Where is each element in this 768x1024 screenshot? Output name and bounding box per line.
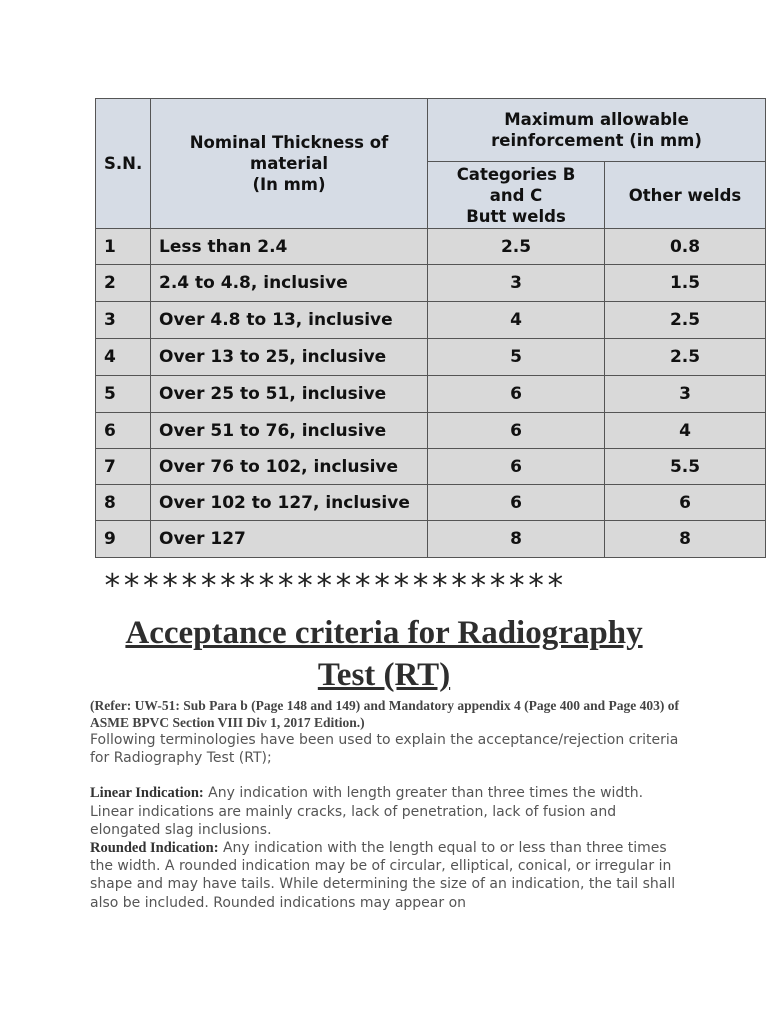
cell-other: 3 — [605, 376, 766, 413]
table-row — [96, 521, 766, 558]
page-title — [0, 612, 768, 696]
cell-sn: 1 — [96, 229, 151, 265]
cell-cat-bc: 6 — [428, 449, 605, 485]
linear-indication-paragraph — [90, 784, 690, 839]
header-cat-line2: and C — [489, 185, 543, 205]
rounded-term: Rounded Indication: — [90, 840, 219, 857]
cell-sn: 7 — [96, 449, 151, 485]
table-row — [96, 265, 766, 302]
cell-thickness: Over 25 to 51, inclusive — [151, 376, 428, 413]
cell-cat-bc: 6 — [428, 376, 605, 413]
cell-other: 4 — [605, 413, 766, 449]
header-max-line1: Maximum allowable — [504, 110, 689, 129]
cell-other: 1.5 — [605, 265, 766, 302]
cell-thickness: Over 76 to 102, inclusive — [151, 449, 428, 485]
cell-sn: 5 — [96, 376, 151, 413]
reference-note: (Refer: UW-51: Sub Para b (Page 148 and 149) and Mandatory appendix 4 (Page 400 and Page 403) of ASME BPVC Section VIII Div 1, 2017 Edition.) — [90, 698, 679, 730]
table-row — [96, 376, 766, 413]
header-sn: S.N. — [96, 99, 151, 229]
cell-sn: 3 — [96, 302, 151, 339]
title-line2: Test (RT) — [317, 657, 451, 693]
header-thickness-line1: Nominal Thickness of — [189, 133, 389, 152]
cell-thickness: Over 4.8 to 13, inclusive — [151, 302, 428, 339]
header-thickness-line3: (In mm) — [252, 175, 326, 194]
cell-other: 5.5 — [605, 449, 766, 485]
cell-sn: 9 — [96, 521, 151, 558]
rounded-indication-paragraph — [90, 839, 690, 912]
header-max-line2: reinforcement (in mm) — [491, 131, 702, 150]
cell-thickness: Over 13 to 25, inclusive — [151, 339, 428, 376]
table-row — [96, 339, 766, 376]
header-other-welds: Other welds — [605, 162, 766, 229]
table-row — [96, 302, 766, 339]
header-thickness — [151, 99, 428, 229]
reinforcement-table — [95, 98, 766, 558]
cell-thickness: 2.4 to 4.8, inclusive — [151, 265, 428, 302]
linear-term: Linear Indication: — [90, 785, 204, 802]
cell-thickness: Over 127 — [151, 521, 428, 558]
cell-other: 2.5 — [605, 339, 766, 376]
cell-sn: 2 — [96, 265, 151, 302]
cell-other: 2.5 — [605, 302, 766, 339]
cell-cat-bc: 6 — [428, 413, 605, 449]
cell-other: 8 — [605, 521, 766, 558]
rounded-text: Any indication with the length equal to or less than three times the width. A rounded indication may be of circular, elliptical, conical, or irregular in shape and may have tails. While determining the size of an indication, the tail shall also be included. Rounded indications may appear on — [90, 840, 676, 911]
body-text — [90, 697, 690, 912]
paragraph-gap — [90, 767, 690, 784]
cell-cat-bc: 6 — [428, 485, 605, 521]
header-categories — [428, 162, 605, 229]
intro-paragraph: Following terminologies have been used to explain the acceptance/rejection criteria for Radiography Test (RT); — [90, 732, 679, 767]
cell-thickness: Over 51 to 76, inclusive — [151, 413, 428, 449]
cell-cat-bc: 5 — [428, 339, 605, 376]
cell-other: 6 — [605, 485, 766, 521]
cell-cat-bc: 4 — [428, 302, 605, 339]
header-cat-line3: Butt welds — [466, 206, 566, 226]
header-thickness-line2: material — [250, 154, 328, 173]
cell-cat-bc: 8 — [428, 521, 605, 558]
cell-cat-bc: 2.5 — [428, 229, 605, 265]
title-line1: Acceptance criteria for Radiography — [125, 615, 643, 651]
header-cat-line1: Categories B — [456, 164, 576, 184]
table-body — [96, 229, 766, 558]
cell-sn: 8 — [96, 485, 151, 521]
table-row — [96, 449, 766, 485]
cell-thickness: Over 102 to 127, inclusive — [151, 485, 428, 521]
header-max-allowable — [428, 99, 766, 162]
table-row — [96, 229, 766, 265]
cell-other: 0.8 — [605, 229, 766, 265]
cell-cat-bc: 3 — [428, 265, 605, 302]
cell-sn: 6 — [96, 413, 151, 449]
linear-text: Any indication with length greater than three times the width. Linear indications are mainly cracks, lack of penetration, lack of fusion and elongated slag inclusions. — [90, 785, 644, 838]
table-row — [96, 413, 766, 449]
table-row — [96, 485, 766, 521]
asterisk-separator: ************************ — [103, 568, 566, 604]
cell-thickness: Less than 2.4 — [151, 229, 428, 265]
cell-sn: 4 — [96, 339, 151, 376]
